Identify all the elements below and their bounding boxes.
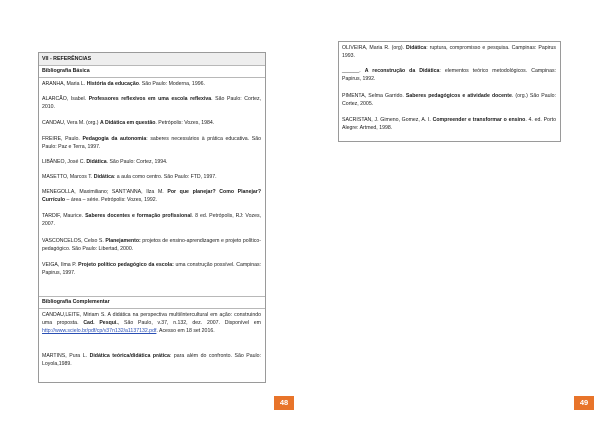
reference-item: MENEGOLLA, Maximiliano; SANT'ANNA, Ilza M. Por que planejar? Como Planejar? Currículo – área – série. Petrópolis: Vozes, 1992. — [42, 189, 261, 204]
reference-item: LIBÂNEO, José C. Didática. São Paulo: Cortez, 1994. — [42, 159, 168, 165]
reference-item: MARTINS, Pura L. Didática teórica/didática prática: para além do confronto. São Paulo: Loyola,1989. — [42, 353, 261, 368]
reference-item: ______. A reconstrução da Didática: elementos teórico metodológicos. Campinas: Papirus, 1992. — [342, 68, 556, 83]
reference-link[interactable]: http://www.scielo.br/pdf/cp/v37n132/a1137132.pdf — [42, 328, 157, 335]
right-page — [300, 0, 600, 424]
section-title: VII - REFERÊNCIAS — [39, 52, 265, 66]
reference-item: SACRISTAN, J. Gimeno, Gomez, A. I. Compreender e transformar o ensino. 4. ed. Porto Alegre: Artmed, 1998. — [342, 117, 556, 132]
reference-item: CANDAU, Vera M. (org.) A Didática em questão. Petrópolis: Vozes, 1984. — [42, 120, 215, 126]
reference-item: ALARCÃO, Isabel. Professores reflexivos em uma escola reflexiva. São Paulo: Cortez, 2010. — [42, 96, 261, 111]
reference-item: OLIVEIRA, Maria R. (org). Didática: ruptura, compromisso e pesquisa. Campinas: Papirus 1993. — [342, 45, 556, 60]
complementary-bibliography-title: Bibliografia Complementar — [39, 296, 265, 309]
reference-item: CANDAU,LEITE, Miriam S. A didática na perspectiva multi/intercultural em ação: construindo uma proposta. Cad. Pesqui., São Paulo, v.37, n.132, dez. 2007. Disponível em http://www.scielo.br/pdf/cp/v37n132/a1137132.pdf. Acesso em 18 set 2016. — [42, 312, 261, 335]
reference-item: VASCONCELOS, Celso S. Planejamento: projetos de ensino-aprendizagem e projeto político-pedagógico. São Paulo: Libertad, 2000. — [42, 238, 261, 253]
references-continued-box — [338, 41, 561, 142]
reference-item: ARANHA, Maria L. História da educação. São Paulo: Moderna, 1996. — [42, 81, 205, 87]
page-number: 48 — [274, 396, 294, 410]
reference-item: FREIRE, Paulo. Pedagogia da autonomia: saberes necessários à prática educativa. São Paulo: Paz e Terra, 1997. — [42, 136, 261, 151]
reference-item: MASETTO, Marcos T. Didática: a aula como centro. São Paulo: FTD, 1997. — [42, 174, 217, 180]
reference-item: VEIGA, Ilma P. Projeto político pedagógico da escola: uma construção possível. Campinas: Papirus, 1997. — [42, 262, 261, 277]
references-box — [38, 52, 266, 383]
page-number: 49 — [574, 396, 594, 410]
basic-bibliography-title: Bibliografia Básica — [39, 65, 265, 78]
reference-item: TARDIF, Maurice. Saberes docentes e formação profissional. 8 ed. Petrópolis, RJ: Vozes, 2007. — [42, 213, 262, 228]
reference-item: PIMENTA, Selma Garrido. Saberes pedagógicos e atividade docente. (org.) São Paulo: Cortez, 2005. — [342, 93, 556, 108]
